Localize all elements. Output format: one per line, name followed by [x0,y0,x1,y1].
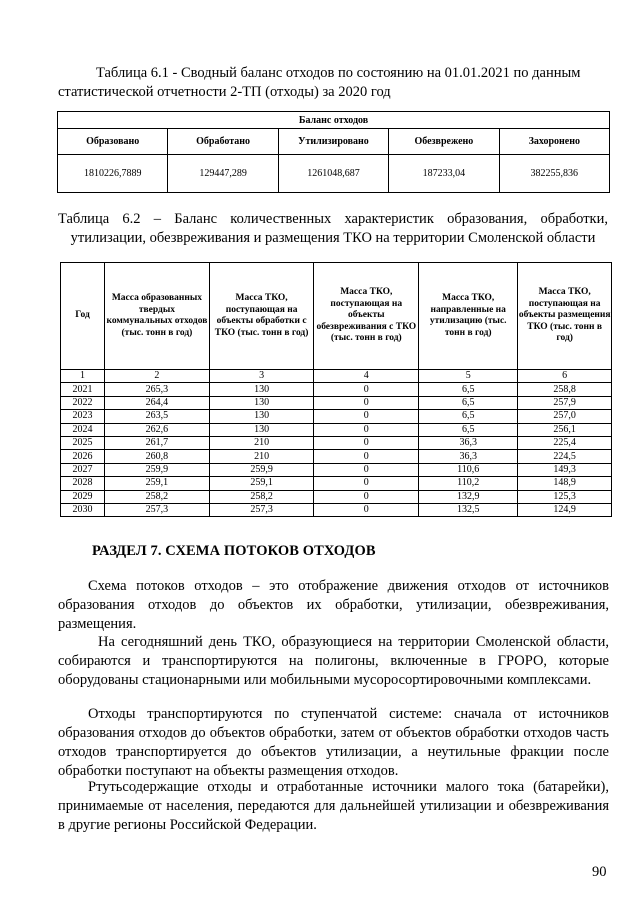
table-cell: 264,4 [105,396,210,409]
table-cell: 256,1 [518,423,612,436]
table-cell: 36,3 [419,436,518,449]
table2-col-processing: Масса ТКО, поступающая на объекты обработки с ТКО (тыс. тонн в год) [209,263,314,370]
table-cell: 110,6 [419,463,518,476]
table2-body [61,383,612,517]
table2-colnum: 6 [518,370,612,383]
table-cell: 6,5 [419,396,518,409]
table-row [61,423,612,436]
row-year: 2029 [61,490,105,503]
table-cell: 0 [314,410,419,423]
table-cell: 0 [314,463,419,476]
table-cell: 130 [209,410,314,423]
table-cell: 257,0 [518,410,612,423]
table-cell: 225,4 [518,436,612,449]
table-row [61,477,612,490]
row-year: 2028 [61,477,105,490]
row-year: 2027 [61,463,105,476]
row-year: 2024 [61,423,105,436]
row-year: 2026 [61,450,105,463]
table-cell: 258,2 [209,490,314,503]
table2-col-disposal: Масса ТКО, поступающая на объекты размещения ТКО (тыс. тонн в год) [518,263,612,370]
table-cell: 149,3 [518,463,612,476]
table-cell: 0 [314,503,419,516]
table-row [61,383,612,396]
table1-caption: Таблица 6.1 - Сводный баланс отходов по состоянию на 01.01.2021 по данным статистической отчетности 2-ТП (отходы) за 2020 год [58,65,581,100]
paragraph: На сегодняшний день ТКО, образующиеся на территории Смоленской области, собираются и транспортируются на полигоны, включенные в ГРОРО, которые оборудованы стационарными или мобильными мусоросортировочными комплексами. [58,634,609,688]
table-cell: 0 [314,436,419,449]
table-cell: 259,9 [105,463,210,476]
table1-col-neutralized: Обезврежено [389,129,499,155]
table1-col-buried: Захоронено [499,129,609,155]
table-cell: 0 [314,477,419,490]
row-year: 2023 [61,410,105,423]
paragraph: Ртутьсодержащие отходы и отработанные источники малого тока (батарейки), принимаемые от населения, передаются для дальнейшей утилизации и обезвреживания в другие регионы Российской Федерации. [58,779,609,833]
row-year: 2025 [61,436,105,449]
table-cell: 265,3 [105,383,210,396]
table-row [61,396,612,409]
table2-col-year: Год [61,263,105,370]
table-cell: 0 [314,450,419,463]
table2-caption: Таблица 6.2 – Баланс количественных характеристик образования, обработки, утилизации, обезвреживания и размещения ТКО на территории Смоленской области [58,211,608,246]
tko-balance-table [60,262,612,517]
table-cell: 258,2 [105,490,210,503]
waste-balance-table [57,111,610,193]
table2-colnum: 2 [105,370,210,383]
table-cell: 257,3 [105,503,210,516]
page-number: 90 [592,864,607,880]
table-cell: 0 [314,423,419,436]
table-cell: 224,5 [518,450,612,463]
table-cell: 0 [314,490,419,503]
table-cell: 210 [209,450,314,463]
table-cell: 0 [314,383,419,396]
table2-colnum: 1 [61,370,105,383]
table-row [61,436,612,449]
table2-colnum: 3 [209,370,314,383]
table-cell: 6,5 [419,423,518,436]
table1-value-processed: 129447,289 [168,155,278,193]
table-cell: 148,9 [518,477,612,490]
table-cell: 124,9 [518,503,612,516]
table1-value-buried: 382255,836 [499,155,609,193]
row-year: 2030 [61,503,105,516]
table1-header: Баланс отходов [58,112,610,129]
table-cell: 6,5 [419,383,518,396]
paragraph: Схема потоков отходов – это отображение движения отходов от источников образования отходов до объектов их обработки, утилизации, обезвреживания, размещения. [58,578,609,632]
paragraph: Отходы транспортируются по ступенчатой системе: сначала от источников образования отходов до объектов обработки, затем от объектов обработки отходов часть отходов транспортируется до объектов утилизации, а неутильные фракции после обработки поступают на объекты размещения отходов. [58,706,609,779]
table-row [61,503,612,516]
table-cell: 110,2 [419,477,518,490]
table-cell: 125,3 [518,490,612,503]
table-cell: 132,9 [419,490,518,503]
table2-colnum: 4 [314,370,419,383]
table-cell: 257,3 [209,503,314,516]
table-cell: 259,1 [209,477,314,490]
table-cell: 0 [314,396,419,409]
table2-col-neutralization: Масса ТКО, поступающая на объекты обезвреживания с ТКО (тыс. тонн в год) [314,263,419,370]
table-cell: 130 [209,423,314,436]
table-cell: 262,6 [105,423,210,436]
table-row [61,410,612,423]
table1-value-utilized: 1261048,687 [278,155,388,193]
table1-value-neutralized: 187233,04 [389,155,499,193]
table2-col-generated: Масса образованных твердых коммунальных отходов (тыс. тонн в год) [105,263,210,370]
section-title: РАЗДЕЛ 7. СХЕМА ПОТОКОВ ОТХОДОВ [92,543,376,559]
table-cell: 130 [209,383,314,396]
table-cell: 259,9 [209,463,314,476]
row-year: 2021 [61,383,105,396]
table1-value-generated: 1810226,7889 [58,155,168,193]
table1-col-processed: Обработано [168,129,278,155]
table2-col-utilization: Масса ТКО, направленные на утилизацию (тыс. тонн в год) [419,263,518,370]
table-cell: 261,7 [105,436,210,449]
row-year: 2022 [61,396,105,409]
table-cell: 258,8 [518,383,612,396]
table-cell: 6,5 [419,410,518,423]
table-cell: 36,3 [419,450,518,463]
table-cell: 130 [209,396,314,409]
table-row [61,490,612,503]
table2-colnum: 5 [419,370,518,383]
table-cell: 263,5 [105,410,210,423]
table1-col-utilized: Утилизировано [278,129,388,155]
table-cell: 259,1 [105,477,210,490]
table-cell: 132,5 [419,503,518,516]
table-row [61,450,612,463]
table-cell: 257,9 [518,396,612,409]
table-cell: 260,8 [105,450,210,463]
table1-col-generated: Образовано [58,129,168,155]
table-cell: 210 [209,436,314,449]
table-row [61,463,612,476]
